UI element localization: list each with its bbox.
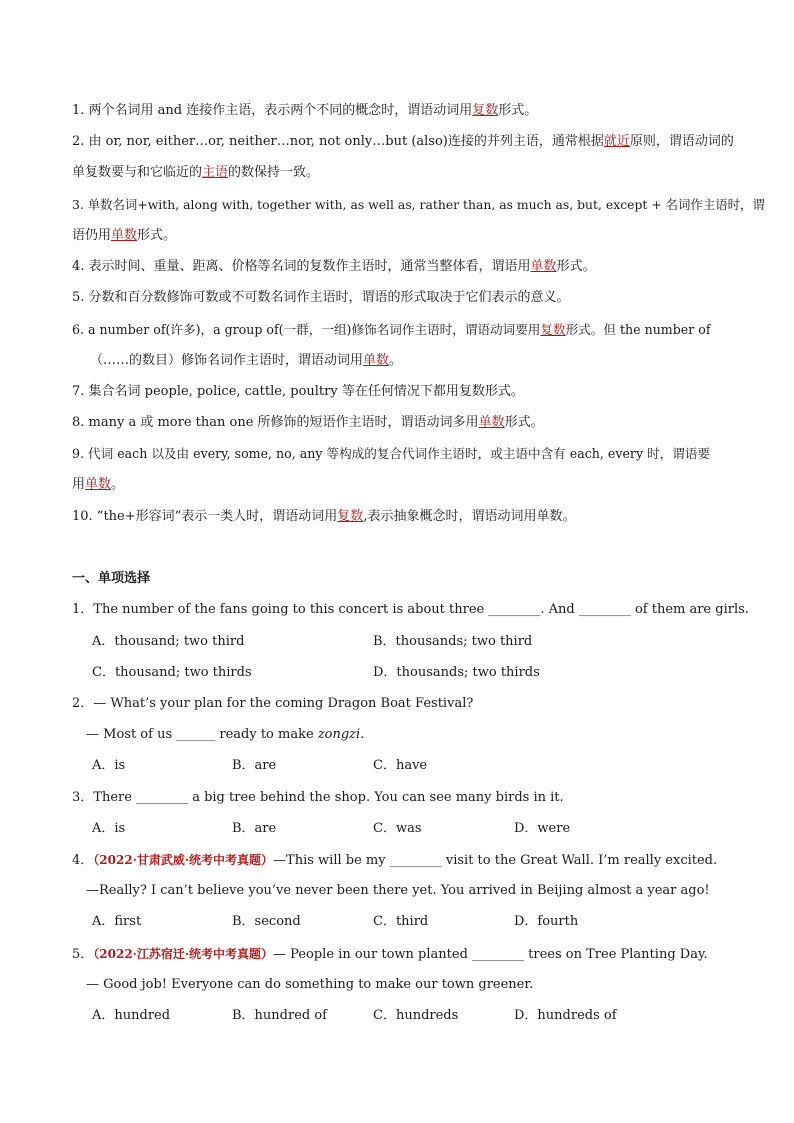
rule-text: 原则，谓语动词的 bbox=[629, 134, 734, 149]
rule-text: 形式。 bbox=[137, 228, 177, 243]
option-a[interactable]: A．thousand; two third bbox=[92, 634, 245, 649]
option-d[interactable]: D．hundreds of bbox=[514, 1008, 617, 1023]
option-b[interactable]: B．hundred of bbox=[232, 1008, 327, 1023]
rule-6-cont bbox=[90, 353, 402, 369]
rule-text: （……的数目）修饰名词作主语时，谓语动词用 bbox=[90, 353, 364, 368]
rule-highlight: 复数 bbox=[472, 103, 499, 118]
question-1 bbox=[72, 602, 749, 618]
question-5-line-2 bbox=[86, 977, 533, 993]
section-title: 一、单项选择 bbox=[72, 571, 151, 586]
question-4 bbox=[72, 852, 717, 869]
rule-5 bbox=[72, 290, 570, 306]
rule-text: ,表示抽象概念时，谓语动词用单数。 bbox=[363, 509, 576, 524]
question-number: 4． bbox=[72, 853, 94, 868]
rule-highlight: 单数 bbox=[363, 353, 390, 368]
rule-highlight: 单数 bbox=[111, 228, 138, 243]
rule-10 bbox=[72, 509, 575, 525]
rule-3-cont bbox=[72, 228, 176, 244]
question-text: — Most of us ______ ready to make bbox=[86, 727, 318, 742]
question-5 bbox=[72, 946, 708, 963]
option-d[interactable]: D．fourth bbox=[514, 914, 579, 929]
rule-text: 1. 两个名词用 and 连接作主语，表示两个不同的概念时，谓语动词用 bbox=[72, 103, 473, 118]
rule-text: 6. a number of(许多)，a group of(一群，一组)修饰名词作主语时，谓语动词要用 bbox=[72, 322, 541, 337]
rule-text: 形式。但 the number of bbox=[565, 322, 711, 337]
question-3 bbox=[72, 790, 564, 806]
rule-highlight: 就近 bbox=[603, 134, 630, 149]
rule-1 bbox=[72, 103, 537, 119]
rule-highlight: 复数 bbox=[337, 509, 364, 524]
rule-4 bbox=[72, 259, 596, 275]
rule-highlight: 单数 bbox=[530, 259, 557, 274]
option-d[interactable]: D．thousands; two thirds bbox=[373, 665, 540, 680]
rule-text: 形式。 bbox=[504, 415, 544, 430]
question-number: 3． bbox=[72, 790, 94, 805]
rule-highlight: 主语 bbox=[202, 165, 229, 180]
rule-text: 3. 单数名词+with, along with, together with, as well as, rather than, as much as, but, except + 名词作主语时，谓 bbox=[72, 197, 765, 212]
question-number: 2． bbox=[72, 696, 94, 711]
option-c[interactable]: C．hundreds bbox=[373, 1008, 459, 1023]
option-b[interactable]: B．thousands; two third bbox=[373, 634, 533, 649]
option-c[interactable]: C．have bbox=[373, 758, 428, 773]
option-c[interactable]: C．was bbox=[373, 821, 422, 836]
rule-9-cont bbox=[72, 477, 124, 493]
rule-text: 2. 由 or, nor, either…or, neither…nor, not only…but (also)连接的并列主语，通常根据 bbox=[72, 134, 604, 149]
rule-text: 语仍用 bbox=[72, 228, 112, 243]
option-b[interactable]: B．are bbox=[232, 758, 277, 773]
option-a[interactable]: A．first bbox=[92, 914, 142, 929]
option-c[interactable]: C．third bbox=[373, 914, 429, 929]
question-number: 1． bbox=[72, 602, 94, 617]
question-2 bbox=[72, 696, 473, 712]
rule-text: 的数保持一致。 bbox=[228, 165, 320, 180]
rule-2 bbox=[72, 134, 734, 150]
rule-highlight: 单数 bbox=[478, 415, 505, 430]
question-4-line-2 bbox=[86, 883, 710, 899]
rule-text: 7. 集合名词 people, police, cattle, poultry 等在任何情况下都用复数形式。 bbox=[72, 384, 524, 399]
rule-text: 4. 表示时间、重量、距离、价格等名词的复数作主语时，通常当整体看，谓语用 bbox=[72, 259, 531, 274]
rule-6 bbox=[72, 322, 711, 338]
rule-2-cont bbox=[72, 165, 319, 181]
rule-text: 形式。 bbox=[498, 103, 538, 118]
question-text: . bbox=[360, 727, 365, 742]
rule-3 bbox=[72, 197, 765, 213]
question-text: — What’s your plan for the coming Dragon Boat Festival? bbox=[93, 696, 474, 711]
rule-8 bbox=[72, 415, 544, 431]
question-text: —This will be my ________ visit to the Great Wall. I’m really excited. bbox=[273, 853, 718, 868]
option-a[interactable]: A．hundred bbox=[92, 1008, 171, 1023]
option-b[interactable]: B．second bbox=[232, 914, 301, 929]
question-number: 5． bbox=[72, 947, 94, 962]
rule-text: 。 bbox=[111, 477, 125, 492]
rule-text: 用 bbox=[72, 477, 86, 492]
rule-highlight: 复数 bbox=[540, 322, 566, 337]
question-text: —Really? I can’t believe you’ve never been there yet. You arrived in Beijing almost a year ago! bbox=[86, 883, 710, 898]
question-text: — People in our town planted ________ trees on Tree Planting Day. bbox=[273, 947, 708, 962]
rule-highlight: 单数 bbox=[85, 477, 112, 492]
question-text: The number of the fans going to this concert is about three ________. And ________ of them are girls. bbox=[93, 602, 749, 617]
rule-text: 10. “the+形容词”表示一类人时，谓语动词用 bbox=[72, 509, 338, 524]
italic-word: zongzi bbox=[317, 727, 361, 742]
rule-text: 8. many a 或 more than one 所修饰的短语作主语时，谓语动词多用 bbox=[72, 415, 479, 430]
option-a[interactable]: A．is bbox=[92, 821, 126, 836]
option-a[interactable]: A．is bbox=[92, 758, 126, 773]
option-b[interactable]: B．are bbox=[232, 821, 277, 836]
question-2-line-2 bbox=[86, 727, 364, 743]
option-c[interactable]: C．thousand; two thirds bbox=[92, 665, 252, 680]
question-text: There ________ a big tree behind the shop. You can see many birds in it. bbox=[93, 790, 564, 805]
rule-9 bbox=[72, 446, 710, 462]
rule-text: 5. 分数和百分数修饰可数或不可数名词作主语时，谓语的形式取决于它们表示的意义。 bbox=[72, 290, 570, 305]
option-d[interactable]: D．were bbox=[514, 821, 571, 836]
rule-text: 形式。 bbox=[556, 259, 596, 274]
rule-7 bbox=[72, 384, 524, 400]
rule-text: 。 bbox=[389, 353, 403, 368]
question-source: （2022·江苏宿迁·统考中考真题） bbox=[93, 947, 274, 961]
rule-text: 9. 代词 each 以及由 every, some, no, any 等构成的复合代词作主语时，或主语中含有 each, every 时，谓语要 bbox=[72, 446, 711, 461]
question-source: （2022·甘肃武威·统考中考真题） bbox=[93, 853, 274, 867]
rule-text: 单复数要与和它临近的 bbox=[72, 165, 203, 180]
question-text: — Good job! Everyone can do something to make our town greener. bbox=[86, 977, 534, 992]
